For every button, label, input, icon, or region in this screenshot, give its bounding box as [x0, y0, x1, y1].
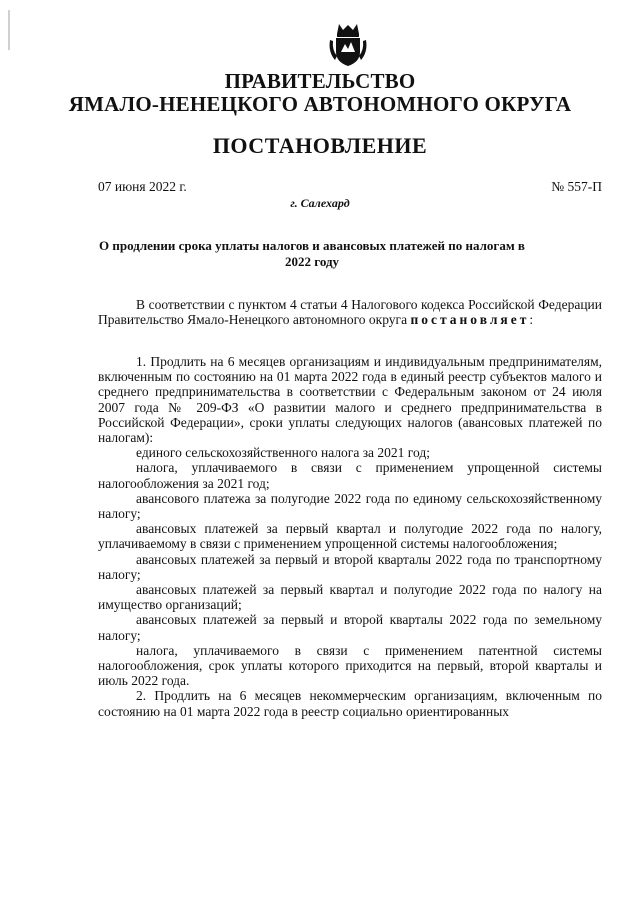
tax-item: авансовых платежей за первый квартал и полугодие 2022 года по налогу на имущество организаций;: [98, 582, 602, 613]
tax-item: авансовых платежей за первый и второй кварталы 2022 года по транспортному налогу;: [98, 551, 602, 582]
paragraph-1: 1. Продлить на 6 месяцев организациям и индивидуальным предпринимателям, включенным по состоянию на 01 марта 2022 года в единый реестр субъектов малого и среднего предпринимательства в соответствии с Федеральным законом от 24 июля 2007 года № 209-ФЗ «О развитии малого и среднего предпринимательства в Российской Федерации», сроки уплаты следующих налогов (авансовых платежей по налогам):: [98, 354, 602, 446]
decree-body: [98, 354, 602, 719]
government-name-line2: ЯМАЛО-НЕНЕЦКОГО АВТОНОМНОГО ОКРУГА: [68, 92, 572, 116]
coat-of-arms-emblem-icon: [327, 22, 369, 68]
document-number: № 557-П: [551, 179, 602, 194]
paragraph-2: 2. Продлить на 6 месяцев некоммерческим организациям, включенным по состоянию на 01 марта 2022 года в реестр социально ориентированных: [98, 688, 602, 719]
government-name-line1: ПРАВИТЕЛЬСТВО: [224, 69, 416, 93]
intro-colon: :: [529, 312, 534, 328]
intro-text: В соответствии с пунктом 4 статьи 4 Налогового кодекса Российской Федерации Правительство Ямало-Ненецкого автономного округа: [98, 297, 602, 328]
decree-word: постановляет: [410, 312, 530, 328]
document-type: ПОСТАНОВЛЕНИЕ: [212, 133, 428, 158]
tax-item: единого сельскохозяйственного налога за 2021 год;: [136, 445, 430, 461]
tax-item: авансового платежа за полугодие 2022 года по единому сельскохозяйственному налогу;: [98, 490, 602, 522]
tax-item: налога, уплачиваемого в связи с применением упрощенной системы налогообложения за 2021 год;: [98, 460, 602, 491]
document-title: О продлении срока уплаты налогов и авансовых платежей по налогам в 2022 году: [99, 238, 525, 269]
scan-edge-mark: [8, 10, 10, 50]
tax-item: авансовых платежей за первый и второй кварталы 2022 года по земельному налогу;: [98, 612, 602, 643]
tax-item: авансовых платежей за первый квартал и полугодие 2022 года по налогу, уплачиваемому в связи с применением упрощенной системы налогообложения;: [98, 521, 602, 552]
tax-item: налога, уплачиваемого в связи с применением патентной системы налогообложения, срок уплаты которого приходится на первый, второй кварталы и июль 2022 года.: [98, 642, 602, 689]
intro-paragraph: [98, 297, 602, 327]
document-date: 07 июня 2022 г.: [98, 179, 187, 194]
document-city: г. Салехард: [290, 196, 350, 210]
